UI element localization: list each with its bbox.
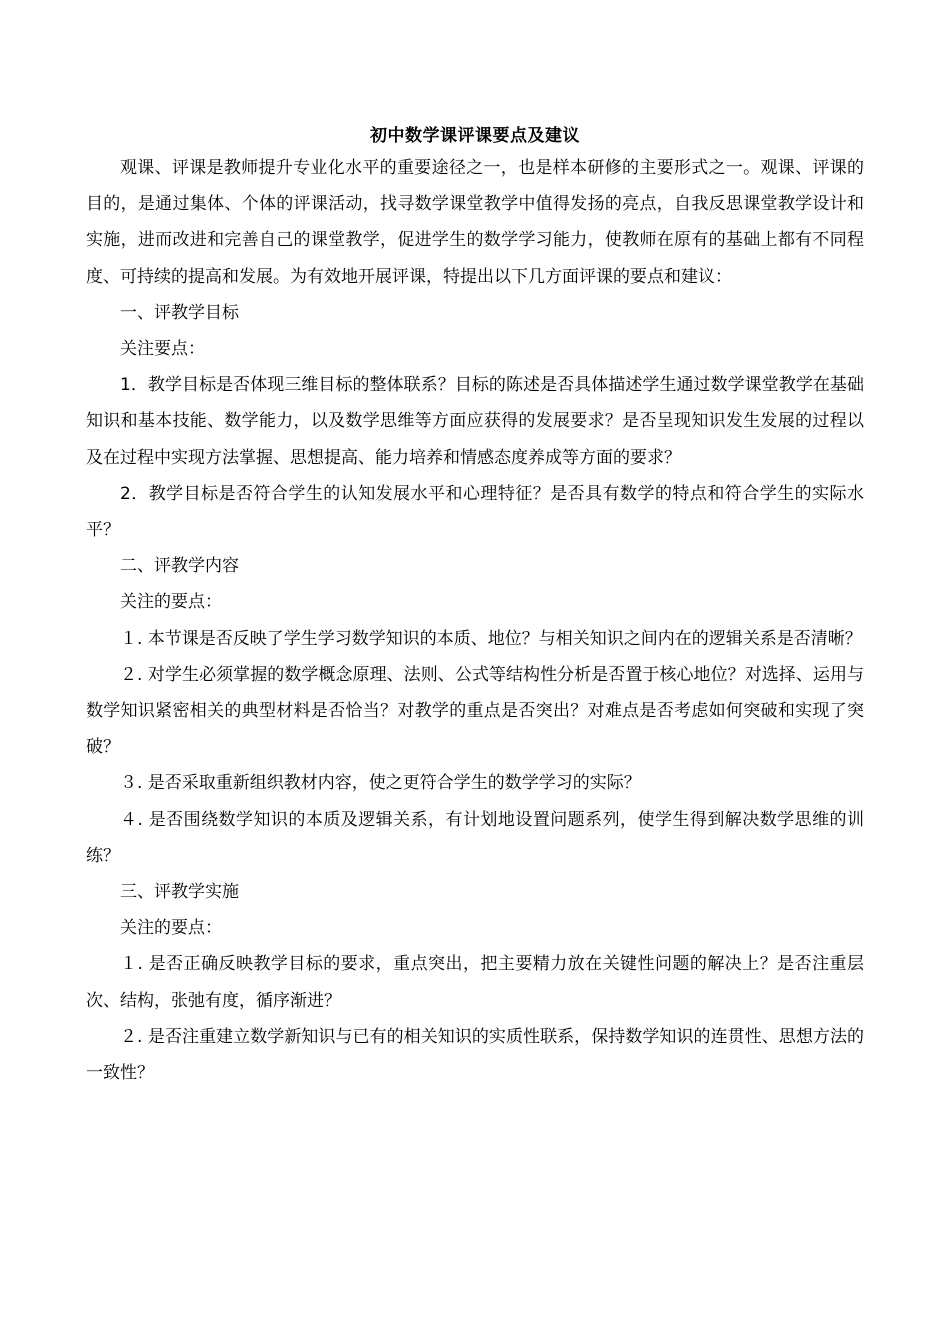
list-item: 1．教学目标是否体现三维目标的整体联系？目标的陈述是否具体描述学生通过数学课堂教学在基础知识和基本技能、数学能力，以及数学思维等方面应获得的发展要求？是否呈现知识发生发展的过程以及在过程中实现方法掌握、思想提高、能力培养和情感态度养成等方面的要求？: [86, 375, 864, 468]
list-item: １. 是否正确反映教学目标的要求，重点突出，把主要精力放在关键性问题的解决上？是否注重层次、结构，张弛有度，循序渐进？: [86, 954, 864, 1011]
list-item: ３. 是否采取重新组织教材内容，使之更符合学生的数学学习的实际？: [120, 773, 641, 794]
list-item: ２. 对学生必须掌握的数学概念原理、法则、公式等结构性分析是否置于核心地位？对选择、运用与数学知识紧密相关的典型材料是否恰当？对教学的重点是否突出？对难点是否考虑如何突破和实现了突破？: [86, 664, 864, 758]
list-item: 2．教学目标是否符合学生的认知发展水平和心理特征？是否具有数学的特点和符合学生的实际水平？: [86, 483, 864, 541]
section-heading-objectives: 一、评教学目标: [120, 302, 239, 323]
document-page: [86, 122, 864, 1091]
focus-label: 关注的要点：: [120, 592, 222, 613]
list-item: ２. 是否注重建立数学新知识与已有的相关知识的实质性联系，保持数学知识的连贯性、思想方法的一致性？: [86, 1026, 864, 1084]
section-heading-content: 二、评教学内容: [120, 556, 239, 577]
intro-paragraph: 观课、评课是教师提升专业化水平的重要途径之一，也是样本研修的主要形式之一。观课、评课的目的，是通过集体、个体的评课活动，找寻数学课堂教学中值得发扬的亮点，自我反思课堂教学设计和实施，进而改进和完善自己的课堂教学，促进学生的数学学习能力，使教师在原有的基础上都有不同程度、可持续的提高和发展。为有效地开展评课，特提出以下几方面评课的要点和建议：: [86, 158, 864, 287]
section-heading-implementation: 三、评教学实施: [120, 882, 239, 903]
document-title: 初中数学课评课要点及建议: [370, 126, 580, 146]
list-item: １. 本节课是否反映了学生学习数学知识的本质、地位？与相关知识之间内在的逻辑关系是否清晰？: [120, 628, 862, 649]
focus-label: 关注的要点：: [120, 918, 222, 939]
list-item: ４. 是否围绕数学知识的本质及逻辑关系，有计划地设置问题系列，使学生得到解决数学思维的训练？: [86, 809, 864, 866]
focus-label: 关注要点：: [120, 339, 205, 360]
